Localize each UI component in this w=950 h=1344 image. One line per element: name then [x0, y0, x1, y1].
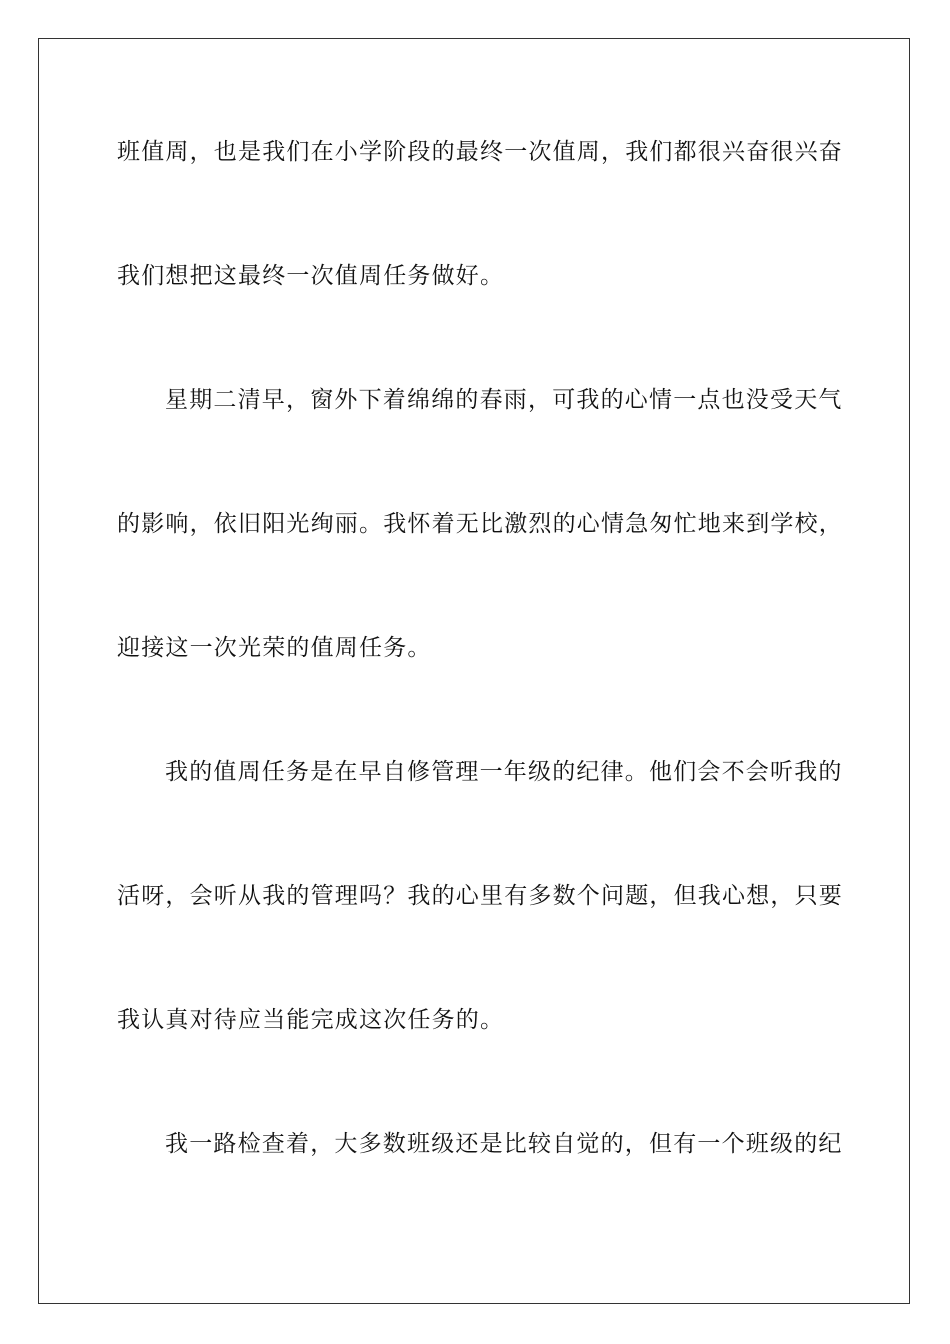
text-line-3: 星期二清早，窗外下着绵绵的春雨，可我的心情一点也没受天气 [165, 387, 843, 413]
text-line-9: 我一路检查着，大多数班级还是比较自觉的，但有一个班级的纪 [165, 1131, 843, 1157]
text-line-8: 我认真对待应当能完成这次任务的。 [117, 1007, 505, 1033]
text-line-1: 班值周，也是我们在小学阶段的最终一次值周，我们都很兴奋很兴奋 [117, 139, 843, 165]
text-line-4: 的影响，依旧阳光绚丽。我怀着无比激烈的心情急匆忙地来到学校， [117, 511, 843, 537]
text-line-2: 我们想把这最终一次值周任务做好。 [117, 263, 505, 289]
text-line-6: 我的值周任务是在早自修管理一年级的纪律。他们会不会听我的 [165, 759, 843, 785]
text-line-7: 活呀，会听从我的管理吗？我的心里有多数个问题，但我心想，只要 [117, 883, 843, 909]
text-line-5: 迎接这一次光荣的值周任务。 [117, 635, 432, 661]
page-frame [38, 38, 910, 1304]
